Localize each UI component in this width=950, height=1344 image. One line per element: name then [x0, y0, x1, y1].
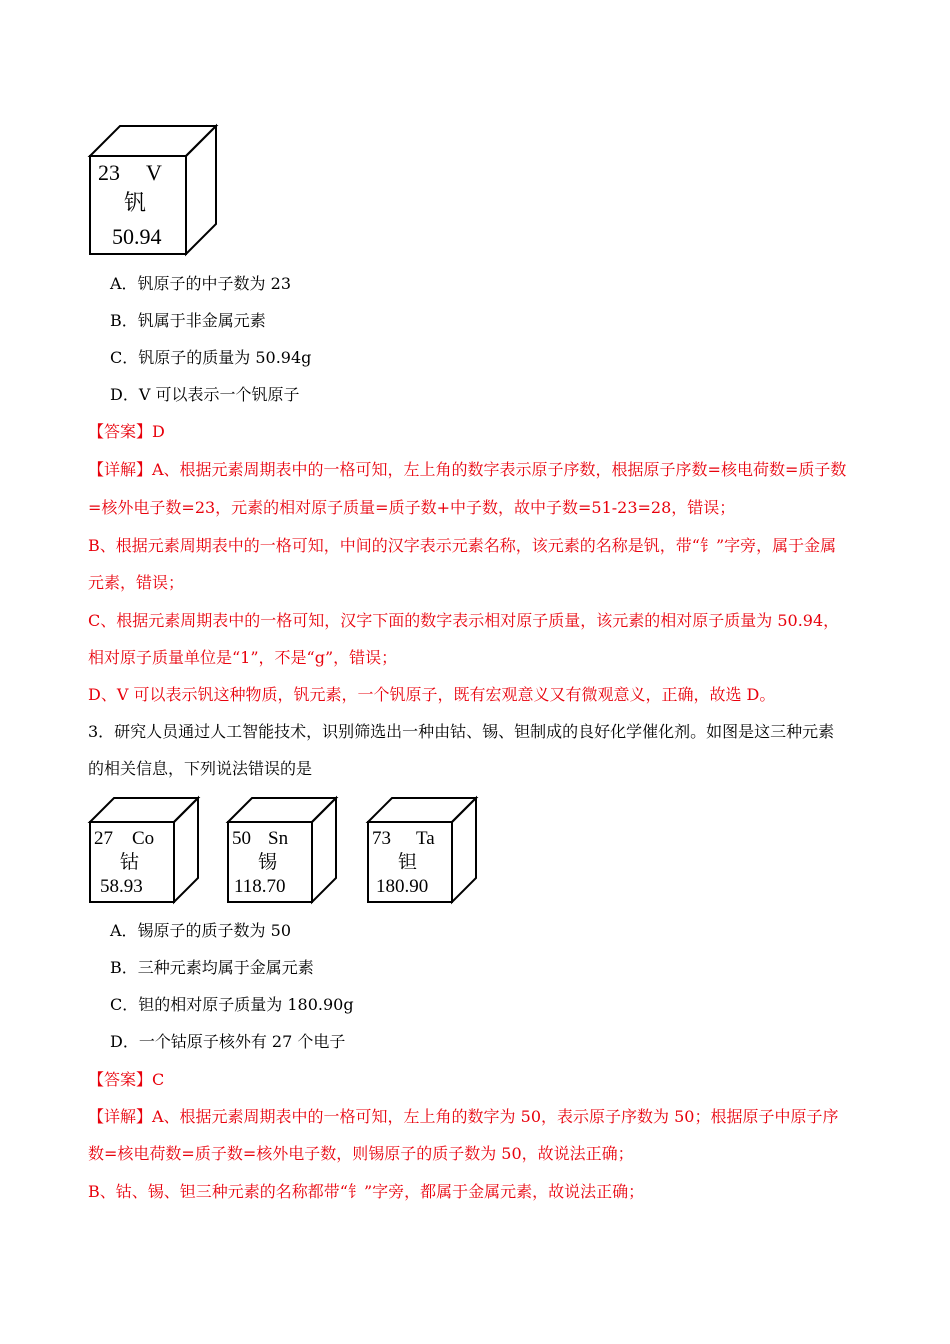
element-name: 钒 [124, 190, 147, 215]
element-mass: 118.70 [234, 876, 286, 897]
q3-option-a: A．锡原子的质子数为 50 [110, 921, 292, 940]
q2-explanation-line: 【详解】A、根据元素周期表中的一格可知，左上角的数字表示原子序数，根据原子序数=核电荷数=质子数 [88, 460, 847, 479]
q3-explanation-line: 数=核电荷数=质子数=核外电子数，则锡原子的质子数为 50，故说法正确； [88, 1144, 634, 1163]
element-name: 钽 [398, 852, 418, 873]
element-name: 钴 [120, 852, 140, 873]
element-number: 23 [98, 160, 120, 185]
element-mass: 58.93 [100, 876, 143, 897]
tantalum-element-cube [364, 794, 480, 906]
q2-explanation-line: 元素，错误； [88, 573, 185, 592]
element-number: 50 [232, 828, 251, 849]
q2-option-c: C．钒原子的质量为 50.94g [110, 348, 312, 367]
q2-explanation-line: D、V 可以表示钒这种物质，钒元素，一个钒原子，既有宏观意义又有微观意义，正确，故选 D。 [88, 685, 776, 704]
element-name: 锡 [258, 852, 278, 873]
q3-answer: 【答案】C [88, 1070, 165, 1089]
element-symbol: V [146, 160, 162, 185]
q3-explanation-line: 【详解】A、根据元素周期表中的一格可知，左上角的数字为 50，表示原子序数为 50；根据原子中原子序 [88, 1107, 839, 1126]
element-number: 73 [372, 828, 391, 849]
q2-option-d: D．V 可以表示一个钒原子 [110, 385, 300, 404]
element-symbol: Sn [268, 828, 289, 849]
element-mass: 50.94 [112, 224, 162, 249]
q2-option-a: A．钒原子的中子数为 23 [110, 274, 292, 293]
q3-stem-line: 的相关信息，下列说法错误的是 [88, 759, 313, 778]
q2-explanation-line: C、根据元素周期表中的一格可知，汉字下面的数字表示相对原子质量，该元素的相对原子质量为 50.94， [88, 611, 840, 630]
element-mass: 180.90 [376, 876, 429, 897]
q2-explanation-line: B、根据元素周期表中的一格可知，中间的汉字表示元素名称，该元素的名称是钒，带“钅”字旁，属于金属 [88, 536, 837, 555]
q3-option-b: B．三种元素均属于金属元素 [110, 958, 314, 977]
q2-option-b: B．钒属于非金属元素 [110, 311, 266, 330]
q2-answer: 【答案】D [88, 422, 165, 441]
q3-option-c: C．钽的相对原子质量为 180.90g [110, 995, 354, 1014]
tin-element-cube [224, 794, 340, 906]
element-number: 27 [94, 828, 113, 849]
element-symbol: Co [132, 828, 155, 849]
q3-explanation-line: B、钴、锡、钽三种元素的名称都带“钅”字旁，都属于金属元素，故说法正确； [88, 1182, 645, 1201]
q3-stem-line: 3．研究人员通过人工智能技术，识别筛选出一种由钴、锡、钽制成的良好化学催化剂。如图是这三种元素 [88, 722, 835, 741]
cobalt-element-cube [86, 794, 202, 906]
element-symbol: Ta [416, 828, 435, 849]
q3-option-d: D．一个钴原子核外有 27 个电子 [110, 1032, 346, 1051]
q2-explanation-line: =核外电子数=23，元素的相对原子质量=质子数+中子数，故中子数=51-23=28，错误； [88, 498, 736, 517]
q2-explanation-line: 相对原子质量单位是“1”，不是“g”，错误； [88, 648, 398, 667]
vanadium-element-cube [86, 122, 220, 258]
